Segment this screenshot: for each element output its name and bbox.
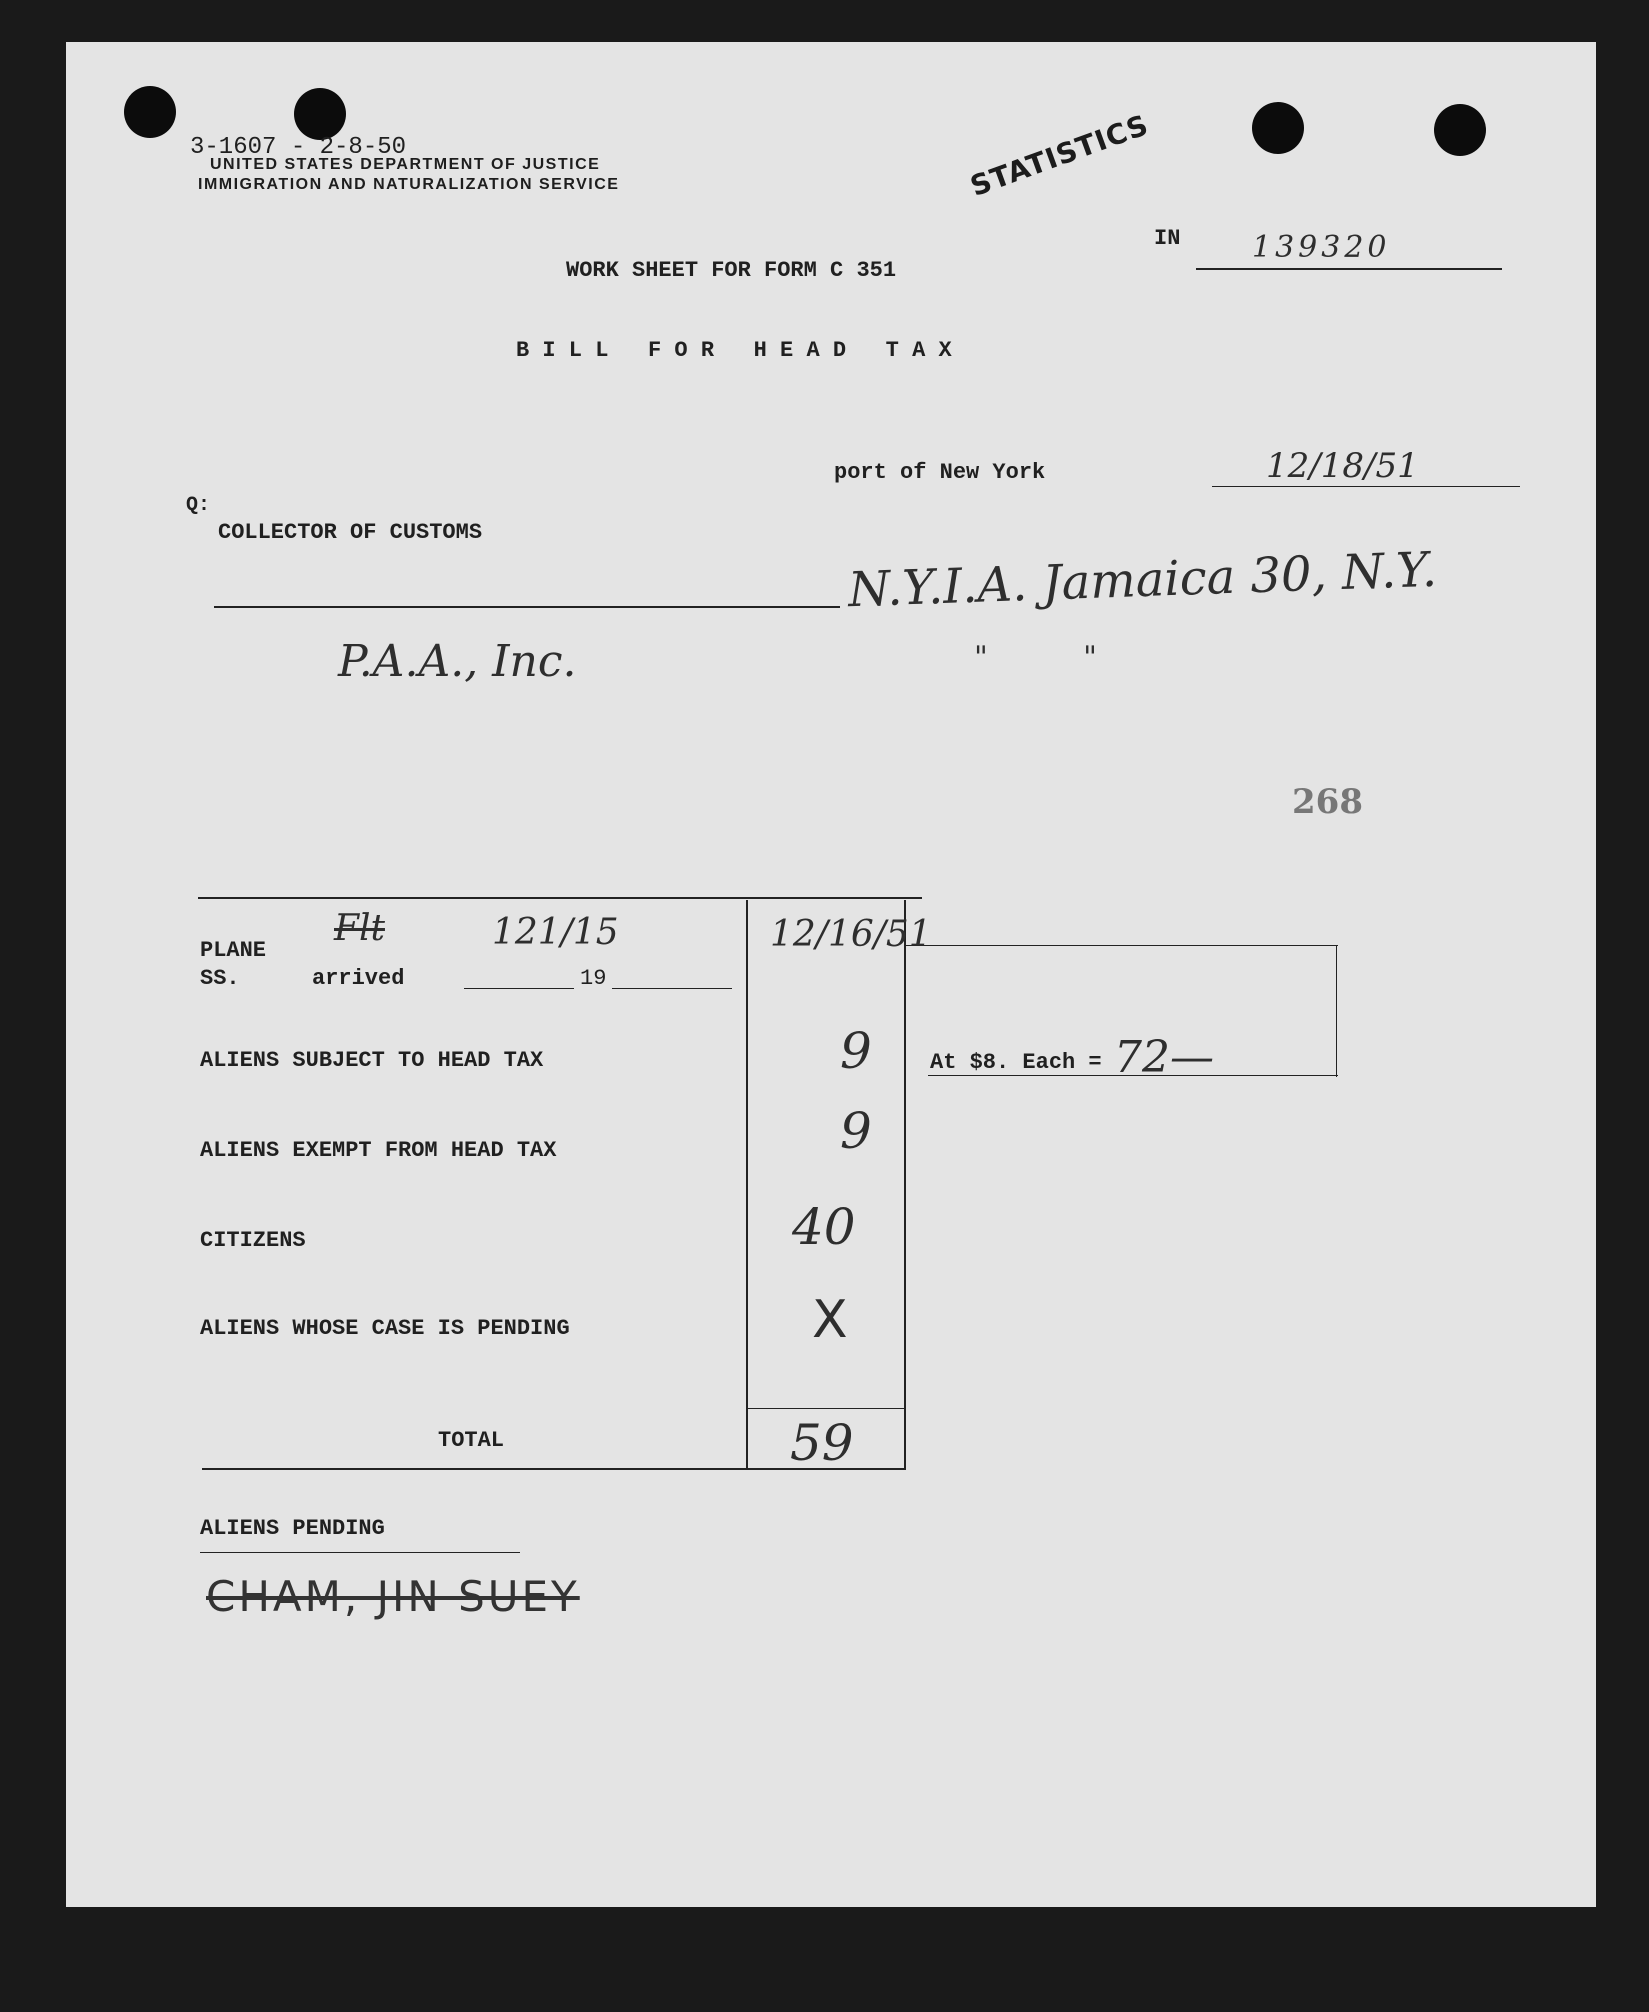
flight-handwritten: Flt <box>334 908 385 949</box>
port-date: 12/18/51 <box>1266 446 1419 486</box>
form-number: 3-1607 - 2-8-50 <box>190 134 407 161</box>
year-line <box>612 988 732 989</box>
rate-box-right <box>1336 945 1337 1077</box>
collector-underline <box>214 606 840 608</box>
row-value-exempt: 9 <box>840 1102 872 1160</box>
arrived-label: arrived <box>312 966 405 991</box>
flight-number: 121/15 <box>492 912 619 953</box>
pending-underline <box>200 1552 520 1553</box>
row-label-exempt: ALIENS EXEMPT FROM HEAD TAX <box>200 1138 557 1163</box>
in-number-underline <box>1196 268 1502 270</box>
in-label: IN <box>1154 226 1181 251</box>
handwritten-address: N.Y.I.A. Jamaica 30, N.Y. <box>847 541 1438 619</box>
in-number: 139320 <box>1252 230 1391 265</box>
pending-label: ALIENS PENDING <box>200 1516 385 1541</box>
plane-label: PLANE <box>200 938 267 963</box>
total-row-divider <box>748 1408 904 1409</box>
row-label-subject: ALIENS SUBJECT TO HEAD TAX <box>200 1048 544 1073</box>
agency-line-1: UNITED STATES DEPARTMENT OF JUSTICE <box>210 156 601 173</box>
rate-box-top <box>904 945 1338 946</box>
total-label: TOTAL <box>438 1428 505 1453</box>
arrival-date: 12/16/51 <box>770 914 932 955</box>
punch-hole <box>1252 102 1304 154</box>
arrived-date-line <box>464 988 574 989</box>
port-label: port of New York <box>834 460 1046 485</box>
table-left-divider <box>746 900 748 1468</box>
year-prefix: 19 <box>580 966 607 991</box>
row-value-subject: 9 <box>840 1022 872 1080</box>
pending-name-struck: CHAM, JIN SUEY <box>206 1572 580 1621</box>
bill-title: B I L L F O R H E A D T A X <box>516 338 952 363</box>
punch-hole <box>124 86 176 138</box>
to-label: Q: <box>186 494 211 517</box>
handwritten-ditto: " " <box>974 640 1097 675</box>
row-value-pending: X <box>812 1290 848 1350</box>
ss-label: SS. <box>200 966 240 991</box>
document-page <box>66 42 1596 1907</box>
statistics-stamp: STATISTICS <box>966 108 1154 204</box>
table-top-border <box>198 897 922 899</box>
punch-hole <box>294 88 346 140</box>
punch-hole <box>1434 104 1486 156</box>
worksheet-title: WORK SHEET FOR FORM C 351 <box>566 258 897 283</box>
row-value-citizens: 40 <box>792 1198 856 1256</box>
port-date-underline <box>1212 486 1520 487</box>
rate-total: 72— <box>1114 1032 1214 1083</box>
table-right-border <box>904 900 906 1468</box>
page-number: 268 <box>1292 782 1363 822</box>
agency-line-2: IMMIGRATION AND NATURALIZATION SERVICE <box>198 176 620 193</box>
row-label-pending: ALIENS WHOSE CASE IS PENDING <box>200 1316 570 1341</box>
rate-label: At $8. Each = <box>930 1050 1102 1075</box>
collector-label: COLLECTOR OF CUSTOMS <box>218 520 483 545</box>
handwritten-carrier: P.A.A., Inc. <box>338 636 577 687</box>
total-value: 59 <box>790 1414 854 1472</box>
row-label-citizens: CITIZENS <box>200 1228 306 1253</box>
